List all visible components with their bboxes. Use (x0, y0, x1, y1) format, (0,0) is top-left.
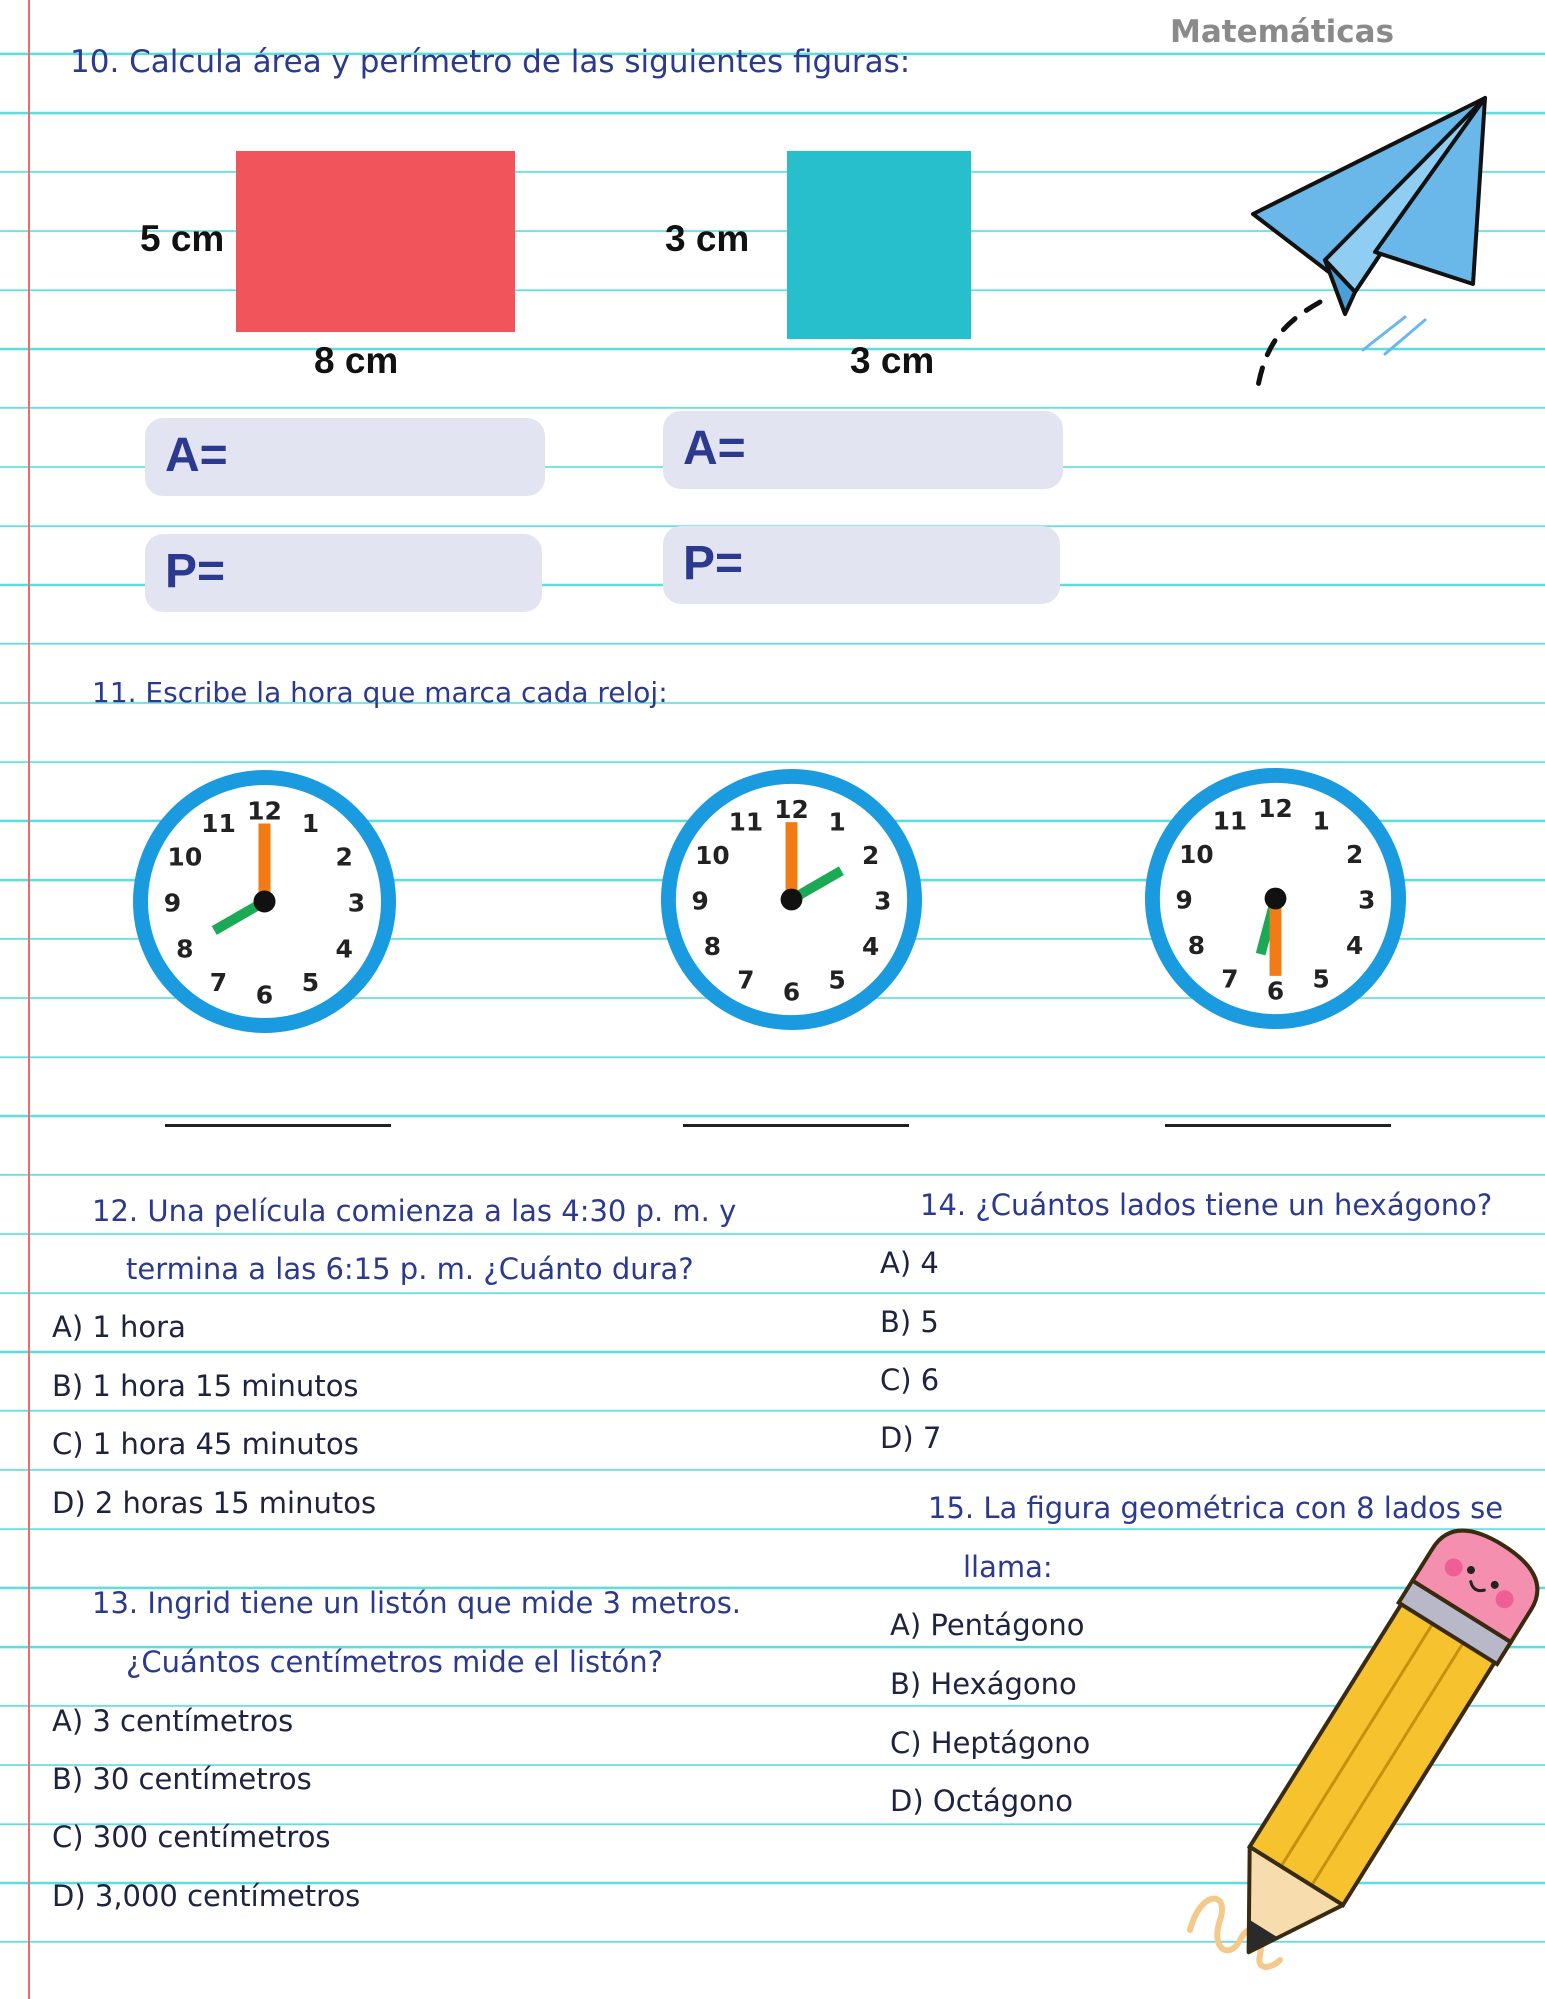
clock-number: 3 (1358, 885, 1376, 915)
perimeter-label: P= (683, 537, 744, 590)
clock-number: 4 (861, 932, 880, 962)
clock-number: 8 (1187, 931, 1206, 961)
q12-option-d[interactable]: D) 2 horas 15 minutos (52, 1486, 377, 1520)
clock-number: 12 (1258, 794, 1293, 824)
q13-question-line2: ¿Cuántos centímetros mide el listón? (126, 1645, 664, 1679)
q15-option-d[interactable]: D) Octágono (890, 1784, 1074, 1818)
clock-center (254, 891, 276, 913)
q12-option-c[interactable]: C) 1 hora 45 minutos (52, 1427, 359, 1461)
clock-number: 11 (1212, 806, 1248, 836)
clock-number: 10 (695, 840, 730, 870)
clock-number: 3 (347, 888, 366, 918)
margin-line (28, 0, 30, 1999)
clock-number: 1 (828, 807, 846, 837)
clock-number: 2 (861, 840, 880, 870)
square-area-answer-box[interactable] (663, 411, 1063, 489)
q13-question-line1: 13. Ingrid tiene un listón que mide 3 metros. (92, 1586, 742, 1620)
perimeter-label: P= (165, 545, 226, 598)
clock-number: 11 (201, 808, 236, 838)
rectangle-area-answer-box[interactable] (145, 418, 545, 496)
clock-number: 1 (1312, 806, 1330, 836)
q13-option-d[interactable]: D) 3,000 centímetros (52, 1879, 361, 1913)
q11-title: 11. Escribe la hora que marca cada reloj: (92, 676, 668, 709)
clock-number: 6 (782, 977, 801, 1007)
q13-option-a[interactable]: A) 3 centímetros (52, 1704, 294, 1738)
q14-option-d[interactable]: D) 7 (880, 1421, 942, 1455)
clock-number: 6 (255, 980, 274, 1010)
clock-2 (659, 767, 924, 1032)
square-shape (787, 151, 971, 339)
clock-number: 2 (335, 842, 353, 872)
pencil-icon (1170, 1560, 1540, 1990)
q14-option-b[interactable]: B) 5 (880, 1305, 939, 1339)
clock-number: 2 (1345, 839, 1364, 869)
area-label: A= (165, 429, 228, 482)
clock-number: 9 (163, 888, 182, 918)
q15-option-a[interactable]: A) Pentágono (890, 1608, 1085, 1642)
clock-number: 9 (1175, 885, 1193, 915)
clock-number: 4 (335, 934, 353, 964)
clock-number: 6 (1266, 976, 1285, 1006)
q14-option-a[interactable]: A) 4 (880, 1246, 939, 1280)
clock-number: 5 (828, 965, 846, 995)
clock-number: 7 (1221, 964, 1239, 994)
clock-number: 12 (774, 795, 809, 825)
rectangle-height-label: 5 cm (140, 218, 225, 259)
clock-number: 11 (728, 807, 764, 837)
q10-title: 10. Calcula área y perímetro de las siguientes figuras: (70, 44, 911, 80)
q12-option-a[interactable]: A) 1 hora (52, 1310, 186, 1344)
rectangle-shape (236, 151, 515, 332)
clock-number: 5 (301, 968, 320, 998)
q12-option-b[interactable]: B) 1 hora 15 minutos (52, 1369, 359, 1403)
q15-option-b[interactable]: B) Hexágono (890, 1667, 1077, 1701)
clock-number: 8 (176, 934, 194, 964)
paper-plane-icon (1245, 92, 1505, 392)
q15-option-c[interactable]: C) Heptágono (890, 1726, 1091, 1760)
subject-header: Matemáticas (1170, 14, 1395, 50)
square-perimeter-answer-box[interactable] (663, 526, 1060, 604)
clock-number: 10 (167, 842, 203, 872)
clock-number: 8 (703, 932, 722, 962)
clock-3-answer-line[interactable] (1165, 1124, 1391, 1127)
clock-1 (131, 768, 398, 1035)
q12-question-line2: termina a las 6:15 p. m. ¿Cuánto dura? (126, 1252, 694, 1286)
clock-number: 9 (691, 886, 709, 916)
square-width-label: 3 cm (850, 340, 935, 381)
q15-question-line1: 15. La figura geométrica con 8 lados se (928, 1491, 1504, 1525)
square-height-label: 3 cm (665, 218, 750, 259)
clock-center (781, 889, 803, 911)
clock-number: 4 (1345, 931, 1364, 961)
rectangle-width-label: 8 cm (314, 340, 399, 381)
q13-option-c[interactable]: C) 300 centímetros (52, 1820, 331, 1854)
clock-number: 7 (209, 968, 228, 998)
area-label: A= (683, 422, 746, 475)
clock-center (1265, 888, 1287, 910)
clock-number: 12 (247, 796, 282, 826)
q14-question: 14. ¿Cuántos lados tiene un hexágono? (920, 1188, 1493, 1222)
clock-number: 7 (737, 965, 755, 995)
clock-number: 3 (874, 886, 892, 916)
clock-number: 5 (1312, 964, 1330, 994)
clock-1-answer-line[interactable] (165, 1124, 391, 1127)
q12-question-line1: 12. Una película comienza a las 4:30 p. m. y (92, 1194, 737, 1228)
q14-option-c[interactable]: C) 6 (880, 1363, 940, 1397)
q15-question-line2: llama: (963, 1550, 1053, 1584)
clock-number: 1 (301, 808, 320, 838)
clock-number: 10 (1179, 839, 1214, 869)
clock-3 (1143, 766, 1408, 1031)
q13-option-b[interactable]: B) 30 centímetros (52, 1762, 312, 1796)
rectangle-perimeter-answer-box[interactable] (145, 534, 542, 612)
clock-2-answer-line[interactable] (683, 1124, 909, 1127)
